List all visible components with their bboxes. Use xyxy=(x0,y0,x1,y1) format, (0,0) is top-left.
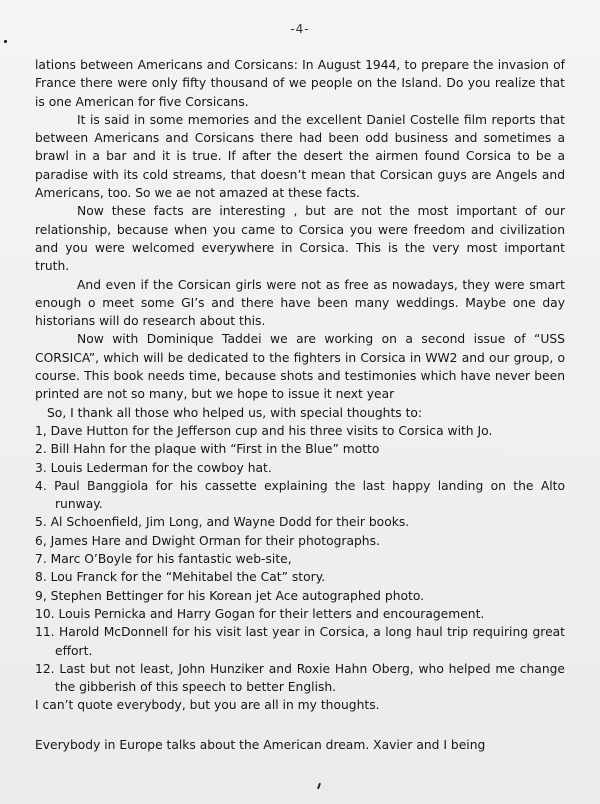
paragraph-costelle: It is said in some memories and the excellent Daniel Costelle film reports that between Americans and Corsicans there had been odd business and sometimes a brawl in a bar and it is true. If after the desert the airmen found Corsica to be a paradise with its cold streams, that doesn’t mean that Corsican guys are Angels and Americans, too. So we ae not amazed at these facts. xyxy=(35,112,565,201)
paragraph-relationship: Now these facts are interesting , but are not the most important of our relationship, because when you came to Corsica you were freedom and civilization and you were welcomed everywhere in Corsica. This is the very most important truth. xyxy=(35,204,565,274)
intro-paragraph: lations between Americans and Corsicans: In August 1944, to prepare the invasion of France there were only fifty thousand of we people on the Island. Do you realize that is one American for five Corsicans. xyxy=(35,58,565,109)
list-item: 4. Paul Banggiola for his cassette explaining the last happy landing on the Alto runway. xyxy=(35,478,565,512)
list-item: 6, James Hare and Dwight Orman for their photographs. xyxy=(35,533,380,548)
ink-mark xyxy=(317,783,321,789)
list-item: 10. Louis Pernicka and Harry Gogan for their letters and encouragement. xyxy=(35,606,485,621)
list-item: 12. Last but not least, John Hunziker and Roxie Hahn Oberg, who helped me change the gibberish of this speech to better English. xyxy=(35,661,565,695)
thanks-list xyxy=(35,422,565,696)
paragraph-weddings: And even if the Corsican girls were not as free as nowadays, they were smart enough o meet some GI’s and there have been many weddings. Maybe one day historians will do research about this. xyxy=(35,277,565,329)
list-item: 3. Louis Lederman for the cowboy hat. xyxy=(35,460,272,475)
final-paragraph: Everybody in Europe talks about the American dream. Xavier and I being xyxy=(35,737,486,752)
paragraph-second-issue: Now with Dominique Taddei we are working on a second issue of “USS CORSICA”, which will be dedicated to the fighters in Corsica in WW2 and our group, o course. This book needs time, because shots and testimonies which have never been printed are not so many, but we hope to issue it next year xyxy=(35,332,565,402)
list-item: 7. Marc O’Boyle for his fantastic web-site, xyxy=(35,552,292,567)
list-item: 1, Dave Hutton for the Jefferson cup and his three visits to Corsica with Jo. xyxy=(35,423,493,438)
list-item: 2. Bill Hahn for the plaque with “First in the Blue” motto xyxy=(35,442,380,457)
stray-mark xyxy=(4,40,7,43)
list-item: 9, Stephen Bettinger for his Korean jet Ace autographed photo. xyxy=(35,588,425,603)
document-body xyxy=(35,56,565,754)
thanks-intro: So, I thank all those who helped us, with special thoughts to: xyxy=(47,405,423,420)
list-item: 8. Lou Franck for the “Mehitabel the Cat” story. xyxy=(35,570,326,585)
list-item: 5. Al Schoenfield, Jim Long, and Wayne Dodd for their books. xyxy=(35,515,410,530)
list-item: 11. Harold McDonnell for his visit last year in Corsica, a long haul trip requiring great effort. xyxy=(35,625,565,658)
closing-line: I can’t quote everybody, but you are all in my thoughts. xyxy=(35,698,380,713)
page-number: -4- xyxy=(290,22,310,36)
